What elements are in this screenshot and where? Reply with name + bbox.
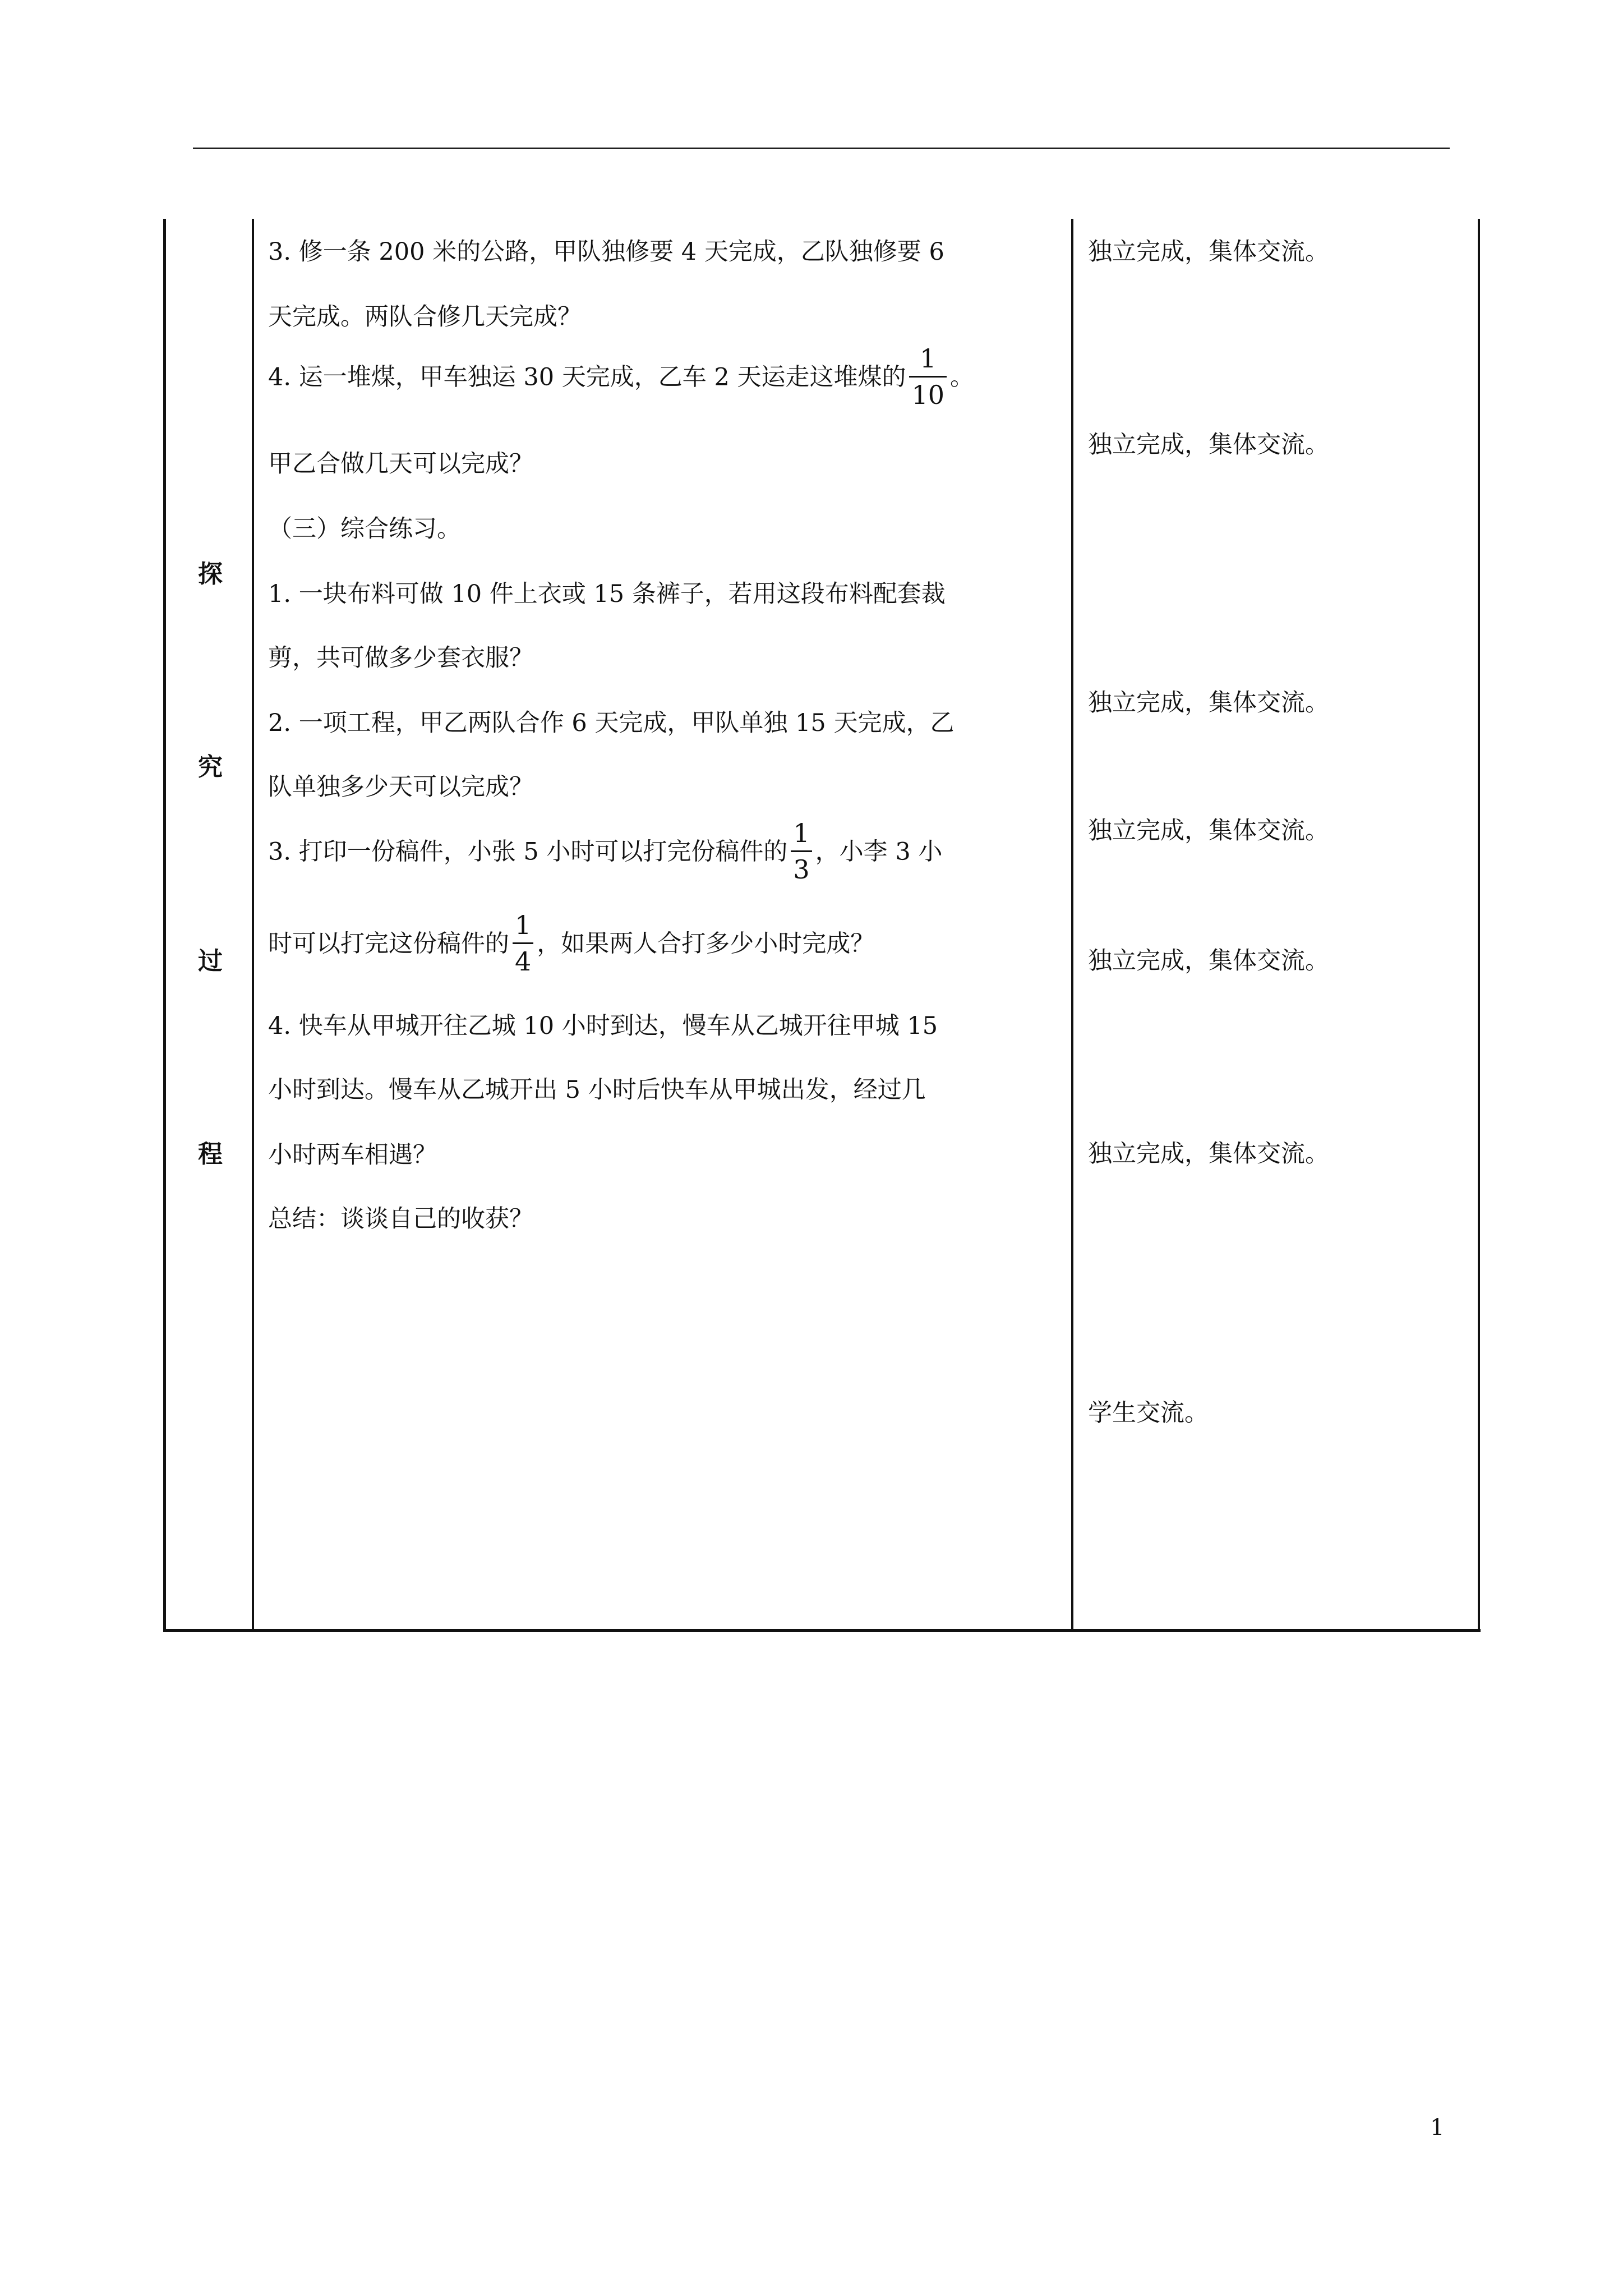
practice-3-text-2: 时可以打完这份稿件的 (268, 930, 509, 958)
practice-4-line-1: 4. 快车从甲城开往乙城 10 小时到达，慢车从乙城开往甲城 15 (268, 1012, 938, 1040)
fraction-1-10 (909, 343, 947, 410)
fraction-numerator: 1 (793, 818, 810, 848)
practice-3-line-2 (268, 910, 875, 977)
activity-1: 独立完成，集体交流。 (1088, 238, 1329, 266)
practice-3-text-mid: ，小李 3 小 (815, 838, 943, 866)
practice-1-line-2: 剪，共可做多少套衣服？ (268, 644, 533, 672)
practice-3-text-end: ，如果两人合打多少小时完成？ (537, 930, 875, 958)
question-3-line-1: 3. 修一条 200 米的公路，甲队独修要 4 天完成，乙队独修要 6 (268, 238, 944, 266)
activity-5: 独立完成，集体交流。 (1088, 947, 1329, 975)
practice-3-text: 3. 打印一份稿件，小张 5 小时可以打完份稿件的 (268, 838, 788, 866)
fraction-bar (513, 942, 533, 944)
practice-4-line-3: 小时两车相遇？ (268, 1141, 437, 1169)
question-4-text: 4. 运一堆煤，甲车独运 30 天完成，乙车 2 天运走这堆煤的 (268, 363, 906, 392)
fraction-1-4 (513, 910, 533, 977)
activity-7: 学生交流。 (1088, 1399, 1209, 1427)
fraction-denominator: 4 (515, 946, 532, 977)
question-4-line-1 (268, 343, 974, 410)
question-3-line-2: 天完成。两队合修几天完成？ (268, 303, 582, 331)
table-border-bottom (163, 1629, 1481, 1632)
practice-2-line-1: 2. 一项工程，甲乙两队合作 6 天完成，甲队单独 15 天完成，乙 (268, 709, 955, 737)
activity-4: 独立完成，集体交流。 (1088, 817, 1329, 845)
side-label-char-2: 究 (198, 753, 223, 781)
activity-3: 独立完成，集体交流。 (1088, 689, 1329, 717)
practice-3-line-1 (268, 818, 943, 885)
practice-2-line-2: 队单独多少天可以完成？ (268, 773, 533, 801)
fraction-numerator: 1 (920, 343, 937, 374)
side-label-char-3: 过 (198, 947, 223, 976)
fraction-denominator: 10 (911, 380, 944, 410)
side-label-char-1: 探 (198, 560, 223, 588)
summary-line: 总结：谈谈自己的收获？ (268, 1205, 533, 1233)
table-divider-2 (1071, 219, 1073, 1631)
activity-2: 独立完成，集体交流。 (1088, 431, 1329, 459)
table-border-right (1478, 219, 1480, 1631)
fraction-bar (909, 376, 947, 378)
fraction-denominator: 3 (793, 854, 810, 885)
practice-1-line-1: 1. 一块布料可做 10 件上衣或 15 条裤子，若用这段布料配套裁 (268, 580, 946, 608)
section-title: （三）综合练习。 (268, 515, 461, 543)
fraction-bar (791, 850, 811, 852)
practice-4-line-2: 小时到达。慢车从乙城开出 5 小时后快车从甲城出发，经过几 (268, 1076, 926, 1104)
fraction-numerator: 1 (515, 910, 532, 940)
page-number: 1 (1430, 2115, 1445, 2141)
question-4-line-2: 甲乙合做几天可以完成？ (268, 450, 533, 478)
table-border-left (163, 219, 166, 1631)
header-rule (193, 148, 1450, 149)
table-divider-1 (252, 219, 254, 1631)
side-label-char-4: 程 (198, 1140, 223, 1168)
question-4-text-end: 。 (950, 363, 974, 392)
fraction-1-3 (791, 818, 811, 885)
activity-6: 独立完成，集体交流。 (1088, 1140, 1329, 1168)
